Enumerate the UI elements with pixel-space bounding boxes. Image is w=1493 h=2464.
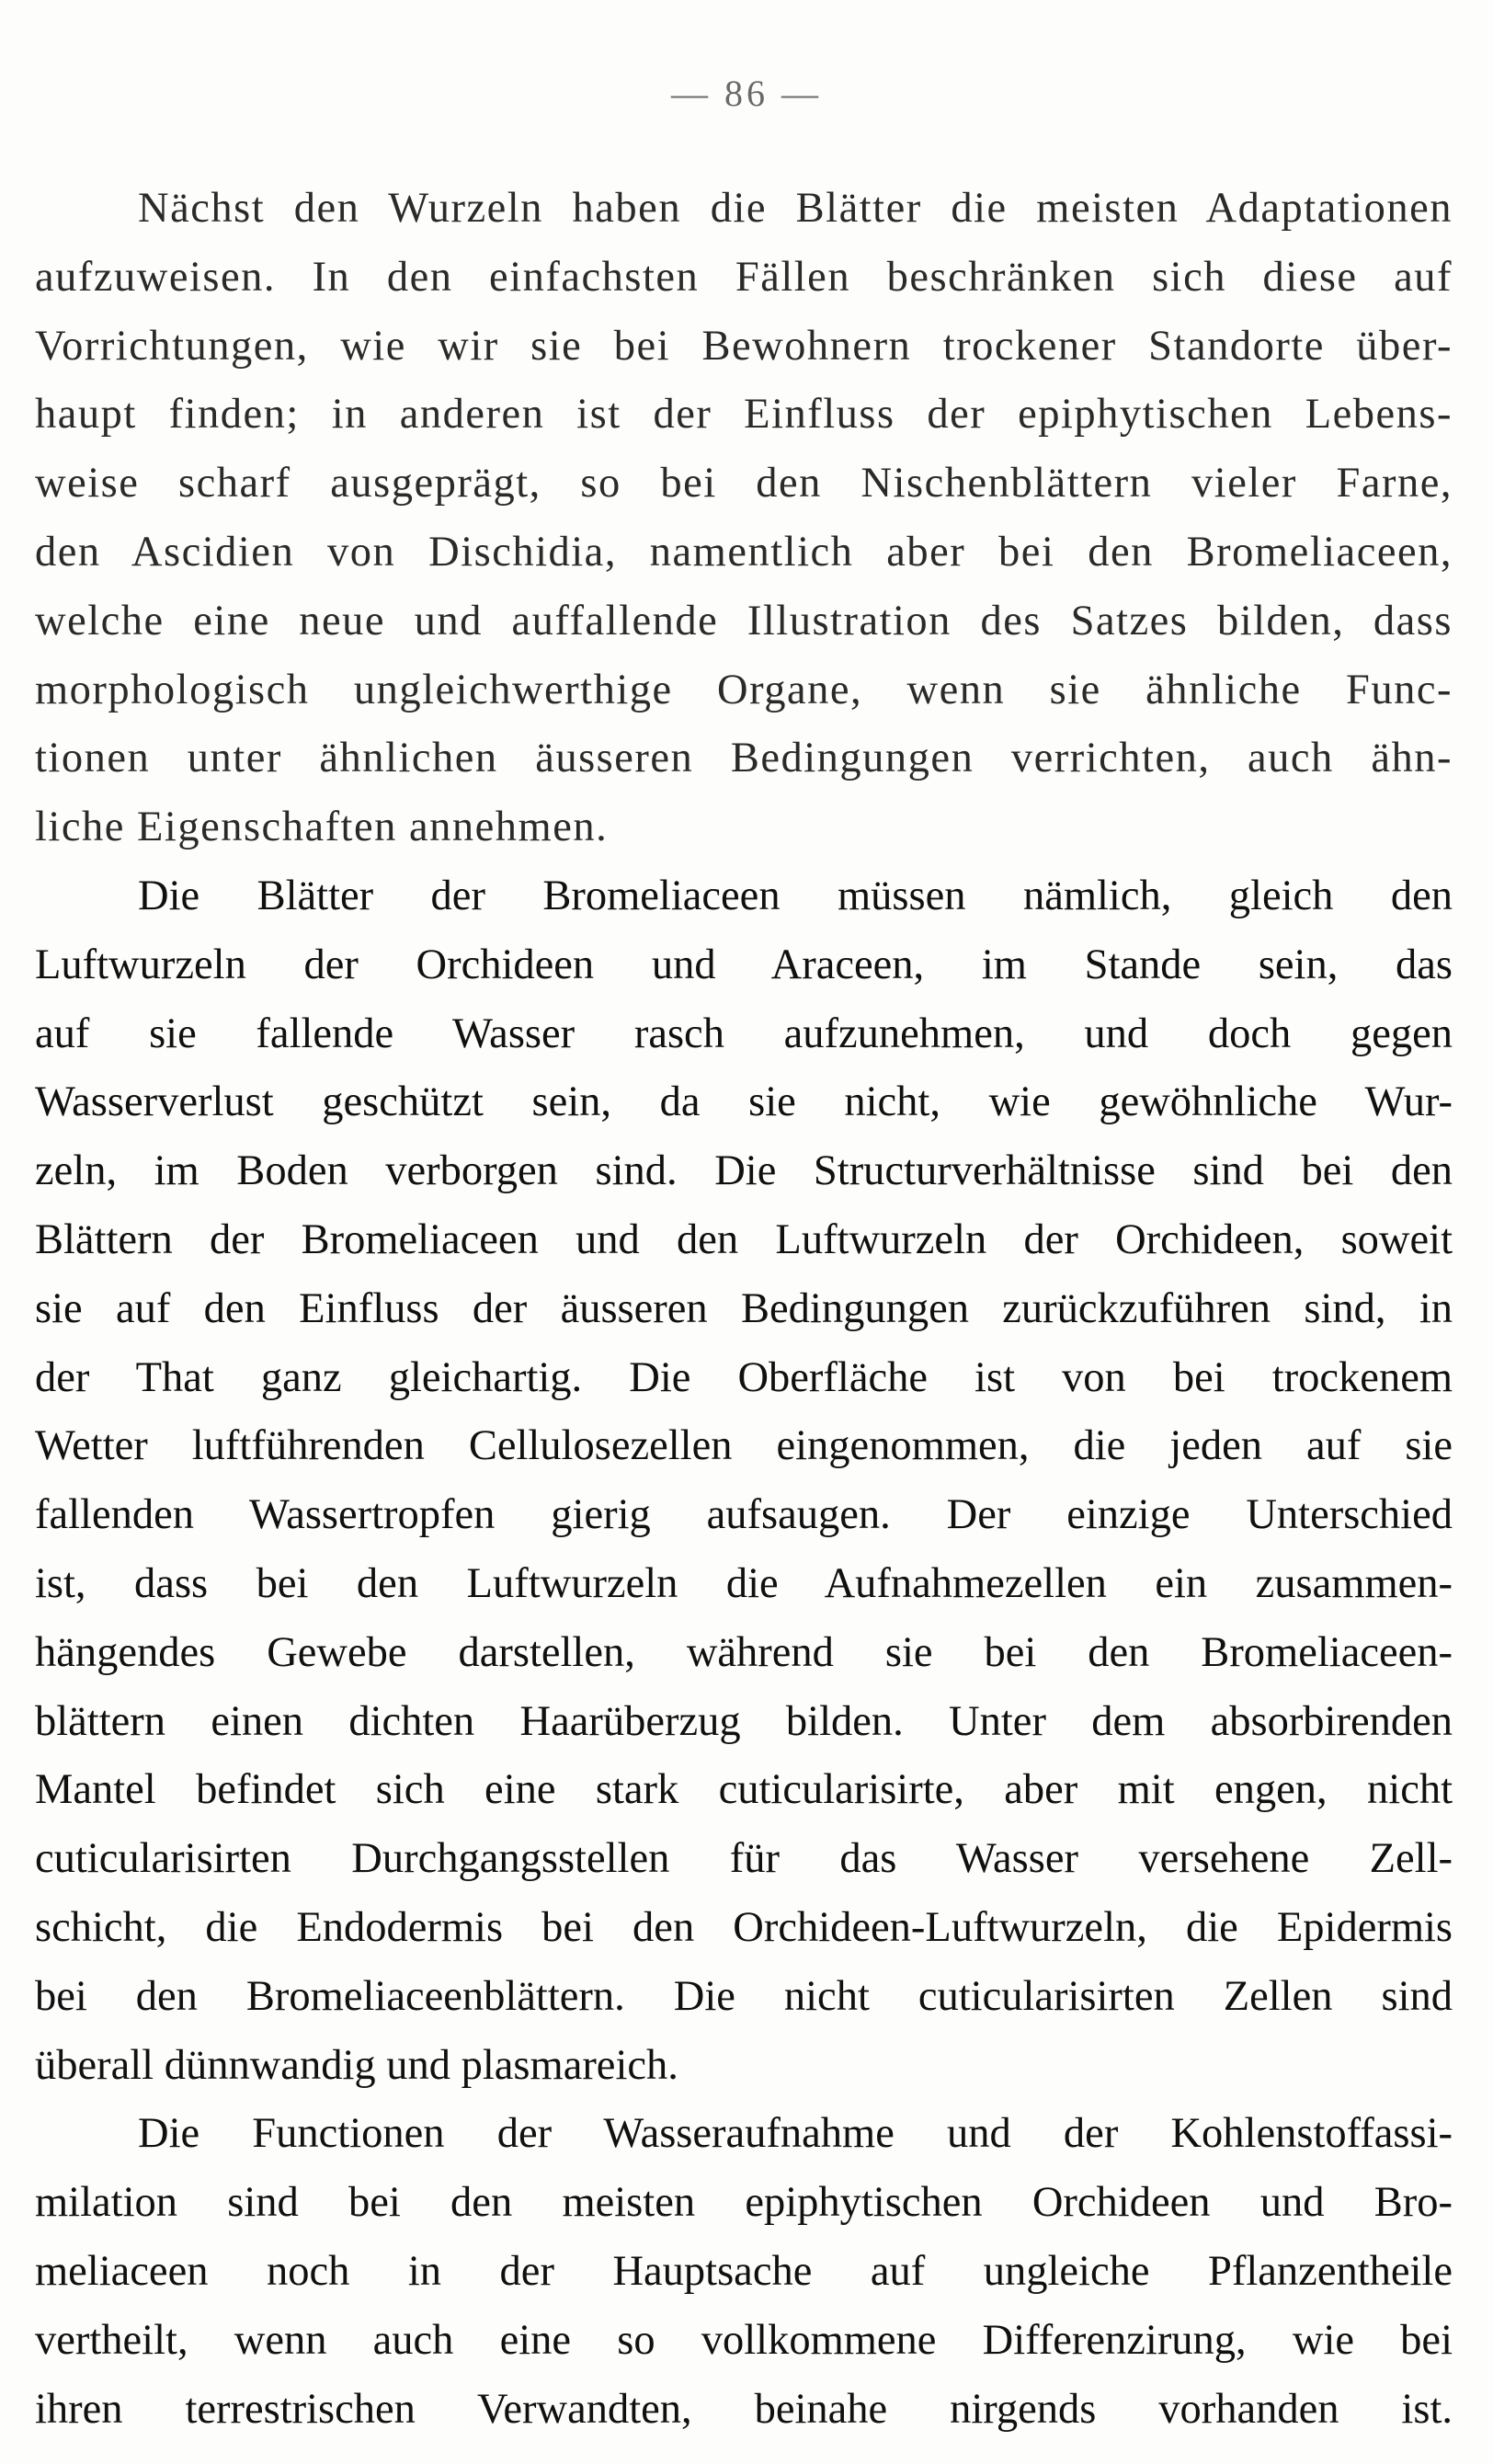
text-line: Nächst den Wurzeln haben die Blätter die meisten Adaptationen bbox=[138, 185, 1453, 232]
text-line: blättern einen dichten Haarüberzug bilden. Unter dem absorbirenden bbox=[35, 1697, 1453, 1745]
text-line: der That ganz gleichartig. Die Oberfläche ist von bei trockenem bbox=[35, 1353, 1453, 1401]
text-line: den Ascidien von Dischidia, namentlich aber bei den Bromeliaceen, bbox=[35, 528, 1453, 576]
text-line: morphologisch ungleichwerthige Organe, wenn sie ähnliche Func- bbox=[35, 666, 1453, 713]
text-line: liche Eigenschaften annehmen. bbox=[35, 804, 609, 851]
text-line: milation sind bei den meisten epiphytischen Orchideen und Bro- bbox=[35, 2179, 1453, 2227]
text-line: Vorrichtungen, wie wir sie bei Bewohnern trockener Standorte über- bbox=[35, 322, 1453, 370]
text-line: zeln, im Boden verborgen sind. Die Structurverhältnisse sind bei den bbox=[35, 1147, 1453, 1195]
paragraph-3 bbox=[35, 2100, 1453, 2444]
text-line: weise scharf ausgeprägt, so bei den Nischenblättern vieler Farne, bbox=[35, 460, 1453, 508]
text-line: schicht, die Endodermis bei den Orchideen-Luftwurzeln, die Epidermis bbox=[35, 1903, 1453, 1951]
paragraph-2 bbox=[35, 862, 1453, 2100]
body-text bbox=[35, 175, 1453, 2444]
text-line: welche eine neue und auffallende Illustration des Satzes bilden, dass bbox=[35, 597, 1453, 645]
text-line: cuticularisirten Durchgangsstellen für das Wasser versehene Zell- bbox=[35, 1835, 1453, 1883]
paragraph-1 bbox=[35, 175, 1453, 862]
text-line: Mantel befindet sich eine stark cuticularisirte, aber mit engen, nicht bbox=[35, 1766, 1453, 1814]
text-line: Luftwurzeln der Orchideen und Araceen, im Stande sein, das bbox=[35, 941, 1453, 988]
text-line: Blättern der Bromeliaceen und den Luftwurzeln der Orchideen, soweit bbox=[35, 1215, 1453, 1263]
text-line: meliaceen noch in der Hauptsache auf ungleiche Pflanzentheile bbox=[35, 2247, 1453, 2295]
text-line: hängendes Gewebe darstellen, während sie bei den Bromeliaceen- bbox=[35, 1628, 1453, 1676]
text-line: haupt finden; in anderen ist der Einfluss der epiphytischen Lebens- bbox=[35, 391, 1453, 439]
text-line: Die Functionen der Wasseraufnahme und der Kohlenstoffassi- bbox=[138, 2110, 1453, 2158]
text-line: sie auf den Einfluss der äusseren Bedingungen zurückzuführen sind, in bbox=[35, 1284, 1453, 1332]
text-line: bei den Bromeliaceenblättern. Die nicht cuticularisirten Zellen sind bbox=[35, 1972, 1453, 2020]
text-line: ist, dass bei den Luftwurzeln die Aufnahmezellen ein zusammen- bbox=[35, 1559, 1453, 1607]
text-line: vertheilt, wenn auch eine so vollkommene Differenzirung, wie bei bbox=[35, 2316, 1453, 2364]
text-line: Wasserverlust geschützt sein, da sie nicht, wie gewöhnliche Wur- bbox=[35, 1078, 1453, 1126]
text-line: überall dünnwandig und plasmareich. bbox=[35, 2041, 678, 2089]
text-line: tionen unter ähnlichen äusseren Bedingungen verrichten, auch ähn- bbox=[35, 735, 1453, 782]
text-line: Die Blätter der Bromeliaceen müssen nämlich, gleich den bbox=[138, 872, 1453, 919]
page-number: — 86 — bbox=[671, 73, 822, 114]
text-line: auf sie fallende Wasser rasch aufzunehmen, und doch gegen bbox=[35, 1010, 1453, 1057]
text-line: fallenden Wassertropfen gierig aufsaugen. Der einzige Unterschied bbox=[35, 1491, 1453, 1539]
text-line: aufzuweisen. In den einfachsten Fällen beschränken sich diese auf bbox=[35, 253, 1453, 301]
text-line: ihren terrestrischen Verwandten, beinahe nirgends vorhanden ist. bbox=[35, 2385, 1453, 2433]
text-line: Wetter luftführenden Cellulosezellen eingenommen, die jeden auf sie bbox=[35, 1422, 1453, 1470]
